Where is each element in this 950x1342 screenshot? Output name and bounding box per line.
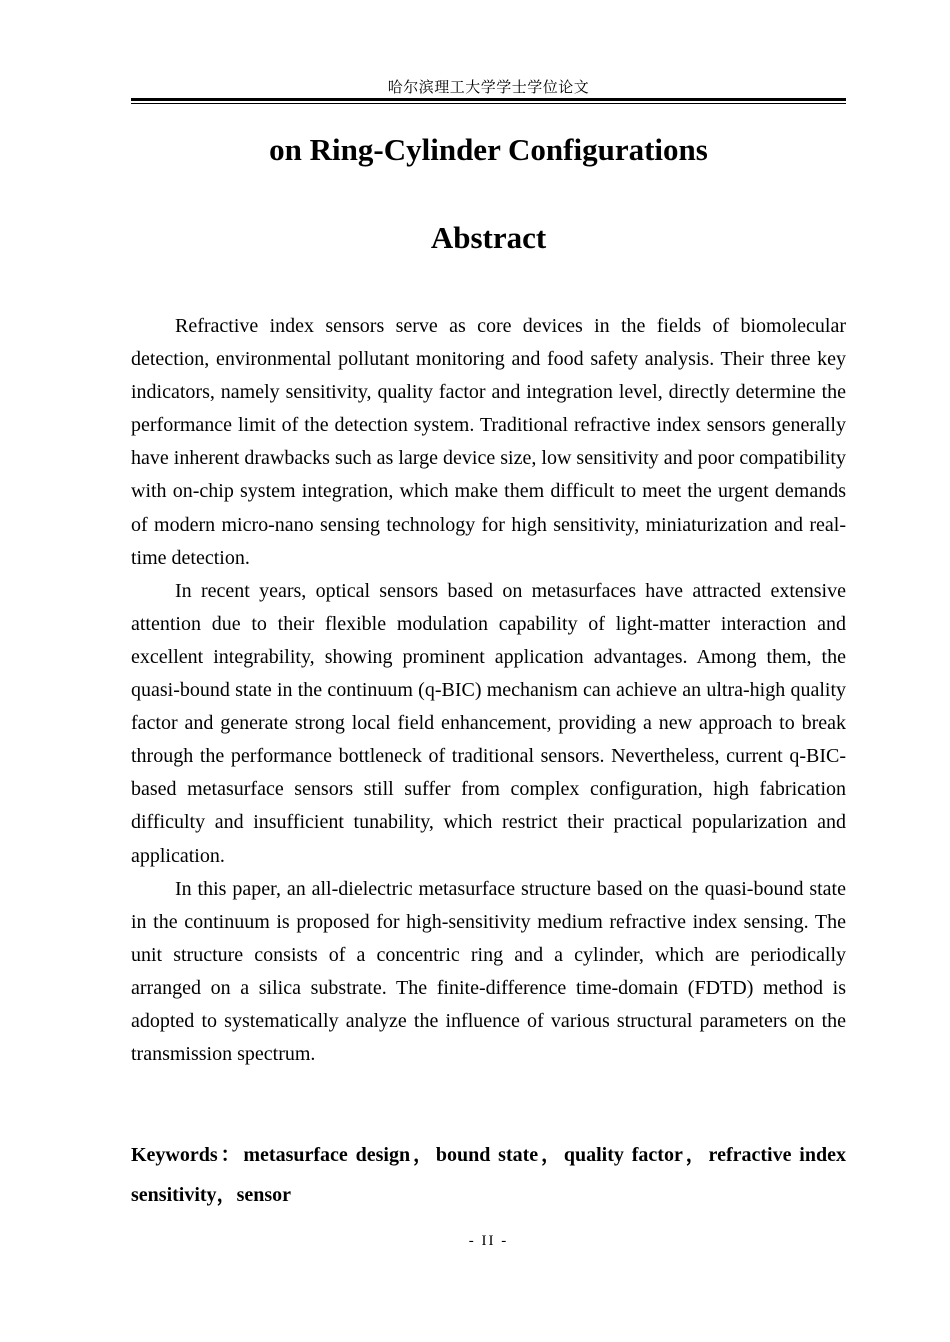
keyword-item: sensor	[236, 1184, 292, 1206]
abstract-paragraph-3: In this paper, an all-dielectric metasurface structure based on the quasi-bound state in the continuum is proposed for high-sensitivity medium refractive index sensing. The unit structure consists of a concentric ring and a cylinder, which are periodically arranged on a silica substrate. The finite-difference time-domain (FDTD) method is adopted to systematically analyze the influence of various structural parameters on the transmission spectrum.	[131, 877, 846, 1066]
keyword-item: refractive index sensitivity，	[131, 1144, 846, 1206]
header-rule	[131, 98, 846, 104]
page-number: - II -	[468, 1233, 509, 1249]
thesis-title-continued: on Ring-Cylinder Configurations	[269, 132, 708, 167]
keyword-item: bound state，	[435, 1144, 564, 1166]
keyword-item: quality factor，	[563, 1144, 709, 1166]
keyword-item: metasurface design，	[243, 1144, 436, 1166]
abstract-heading: Abstract	[430, 220, 547, 255]
running-header: 哈尔滨理工大学学士学位论文	[387, 80, 590, 96]
header-rule-thick	[131, 98, 846, 101]
header-rule-thin	[131, 103, 846, 104]
abstract-paragraph-2: In recent years, optical sensors based on metasurfaces have attracted extensive attention due to their flexible modulation capability of light-matter interaction and excellent integrability, showing prominent application advantages. Among them, the quasi-bound state in the continuum (q-BIC) mechanism can achieve an ultra-high quality factor and generate strong local field enhancement, providing a new approach to break through the performance bottleneck of traditional sensors. Nevertheless, current q-BIC-based metasurface sensors still suffer from complex configuration, high fabrication difficulty and insufficient tunability, which restrict their practical popularization and application.	[131, 579, 846, 867]
document-page	[131, 0, 846, 1342]
keywords-line	[131, 1135, 846, 1215]
keywords-label: Keywords：	[131, 1144, 244, 1166]
abstract-paragraph-1: Refractive index sensors serve as core devices in the fields of biomolecular detection, environmental pollutant monitoring and food safety analysis. Their three key indicators, namely sensitivity, quality factor and integration level, directly determine the performance limit of the detection system. Traditional refractive index sensors generally have inherent drawbacks such as large device size, low sensitivity and poor compatibility with on-chip system integration, which make them difficult to meet the urgent demands of modern micro-nano sensing technology for high sensitivity, miniaturization and real-time detection.	[131, 315, 846, 569]
abstract-body	[131, 310, 846, 1071]
